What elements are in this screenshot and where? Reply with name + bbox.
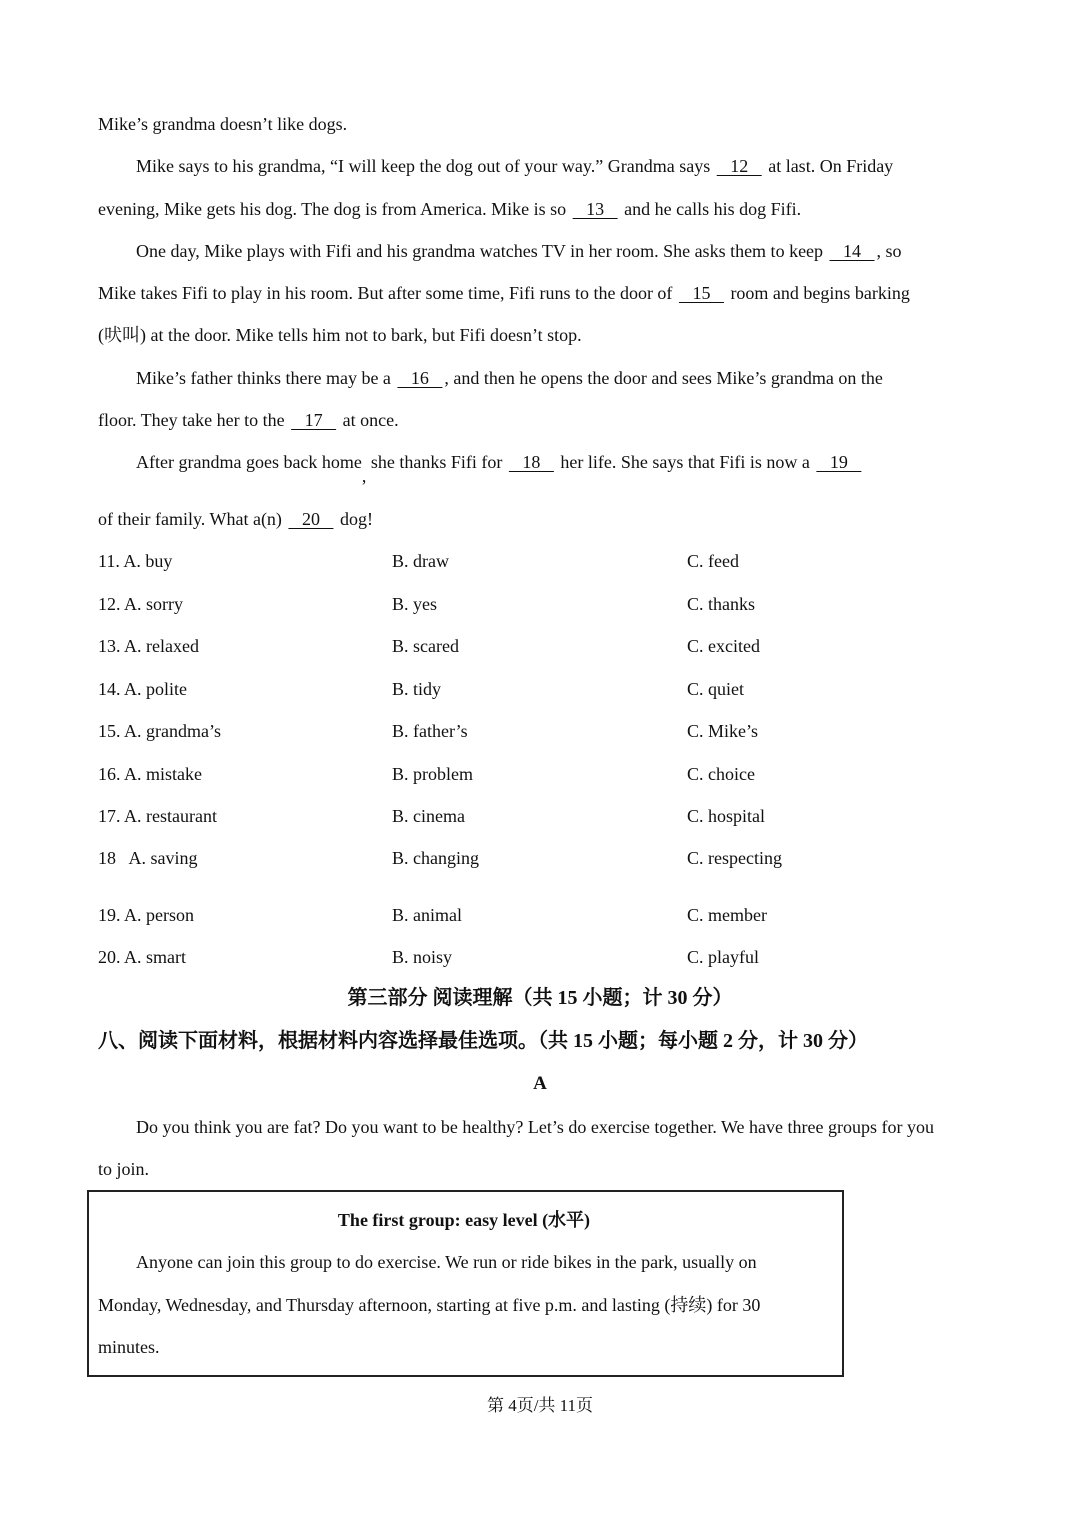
option-14-c[interactable]: C. quiet [687, 679, 744, 699]
blank-15[interactable]: 15 [678, 283, 724, 303]
passage-line-4: One day, Mike plays with Fifi and his grandma watches TV in her room. She asks them to keep 14 , so [136, 241, 902, 261]
option-18-b[interactable]: B. changing [392, 848, 479, 868]
option-13-c[interactable]: C. excited [687, 636, 760, 656]
blank-14[interactable]: 14 [829, 241, 875, 261]
section-eight-heading: 八、阅读下面材料，根据材料内容选择最佳选项。（共 15 小题；每小题 2 分，计 30 分） [98, 1030, 868, 1052]
option-19-b[interactable]: B. animal [392, 905, 462, 925]
option-20-c[interactable]: C. playful [687, 947, 759, 967]
option-19-a[interactable]: 19. A. person [98, 905, 194, 925]
option-13-a[interactable]: 13. A. relaxed [98, 636, 199, 656]
blank-20[interactable]: 20 [288, 509, 334, 529]
box-line-2: Monday, Wednesday, and Thursday afternoon, starting at five p.m. and lasting (持续) for 30 [98, 1295, 761, 1315]
option-12-a[interactable]: 12. A. sorry [98, 594, 183, 614]
section-three-heading: 第三部分 阅读理解（共 15 小题；计 30 分） [347, 987, 733, 1009]
option-16-b[interactable]: B. problem [392, 764, 473, 784]
option-15-b[interactable]: B. father’s [392, 721, 468, 741]
option-15-c[interactable]: C. Mike’s [687, 721, 759, 741]
passage-line-8: floor. They take her to the 17 at once. [98, 410, 399, 430]
blank-17[interactable]: 17 [291, 410, 337, 430]
option-17-b[interactable]: B. cinema [392, 806, 465, 826]
blank-19[interactable]: 19 [816, 452, 862, 472]
option-20-b[interactable]: B. noisy [392, 947, 453, 967]
option-12-c[interactable]: C. thanks [687, 594, 756, 614]
passage-a-intro-line-2: to join. [98, 1159, 150, 1179]
option-11-c[interactable]: C. feed [687, 551, 739, 571]
option-11-a[interactable]: 11. A. buy [98, 551, 173, 571]
blank-18[interactable]: 18 [508, 452, 554, 472]
page-number: 第 4页/共 11页 [486, 1396, 594, 1415]
box-line-3: minutes. [98, 1337, 160, 1357]
blank-12[interactable]: 12 [716, 156, 762, 176]
option-18-c[interactable]: C. respecting [687, 848, 782, 868]
passage-line-9: After grandma goes back home, she thanks Fifi for 18 her life. She says that Fifi is now a 19 [136, 452, 862, 486]
passage-a-label: A [533, 1073, 547, 1094]
passage-line-7: Mike’s father thinks there may be a 16 , and then he opens the door and sees Mike’s grandma on the [136, 368, 883, 388]
passage-line-6: (吠叫) at the door. Mike tells him not to bark, but Fifi doesn’t stop. [98, 325, 582, 345]
box-line-1: Anyone can join this group to do exercise. We run or ride bikes in the park, usually on [136, 1252, 757, 1272]
box-title: The first group: easy level (水平) [337, 1210, 591, 1230]
option-17-a[interactable]: 17. A. restaurant [98, 806, 217, 826]
passage-line-1: Mike’s grandma doesn’t like dogs. [98, 114, 348, 134]
option-19-c[interactable]: C. member [687, 905, 767, 925]
passage-line-2: Mike says to his grandma, “I will keep the dog out of your way.” Grandma says 12 at last. On Friday [136, 156, 894, 176]
blank-16[interactable]: 16 [397, 368, 443, 388]
option-12-b[interactable]: B. yes [392, 594, 437, 614]
option-14-a[interactable]: 14. A. polite [98, 679, 187, 699]
option-16-c[interactable]: C. choice [687, 764, 755, 784]
passage-line-3: evening, Mike gets his dog. The dog is from America. Mike is so 13 and he calls his dog Fifi. [98, 199, 802, 219]
option-20-a[interactable]: 20. A. smart [98, 947, 186, 967]
passage-line-5: Mike takes Fifi to play in his room. But after some time, Fifi runs to the door of 15 room and begins barking [98, 283, 910, 303]
option-11-b[interactable]: B. draw [392, 551, 449, 571]
stray-comma: , [361, 466, 367, 486]
option-15-a[interactable]: 15. A. grandma’s [98, 721, 221, 741]
option-18-a[interactable]: 18 A. saving [98, 848, 198, 868]
passage-line-10: of their family. What a(n) 20 dog! [98, 509, 373, 529]
option-17-c[interactable]: C. hospital [687, 806, 766, 826]
option-13-b[interactable]: B. scared [392, 636, 459, 656]
option-14-b[interactable]: B. tidy [392, 679, 442, 699]
passage-a-intro-line-1: Do you think you are fat? Do you want to be healthy? Let’s do exercise together. We have three groups for you [136, 1117, 934, 1137]
option-16-a[interactable]: 16. A. mistake [98, 764, 202, 784]
blank-13[interactable]: 13 [572, 199, 618, 219]
